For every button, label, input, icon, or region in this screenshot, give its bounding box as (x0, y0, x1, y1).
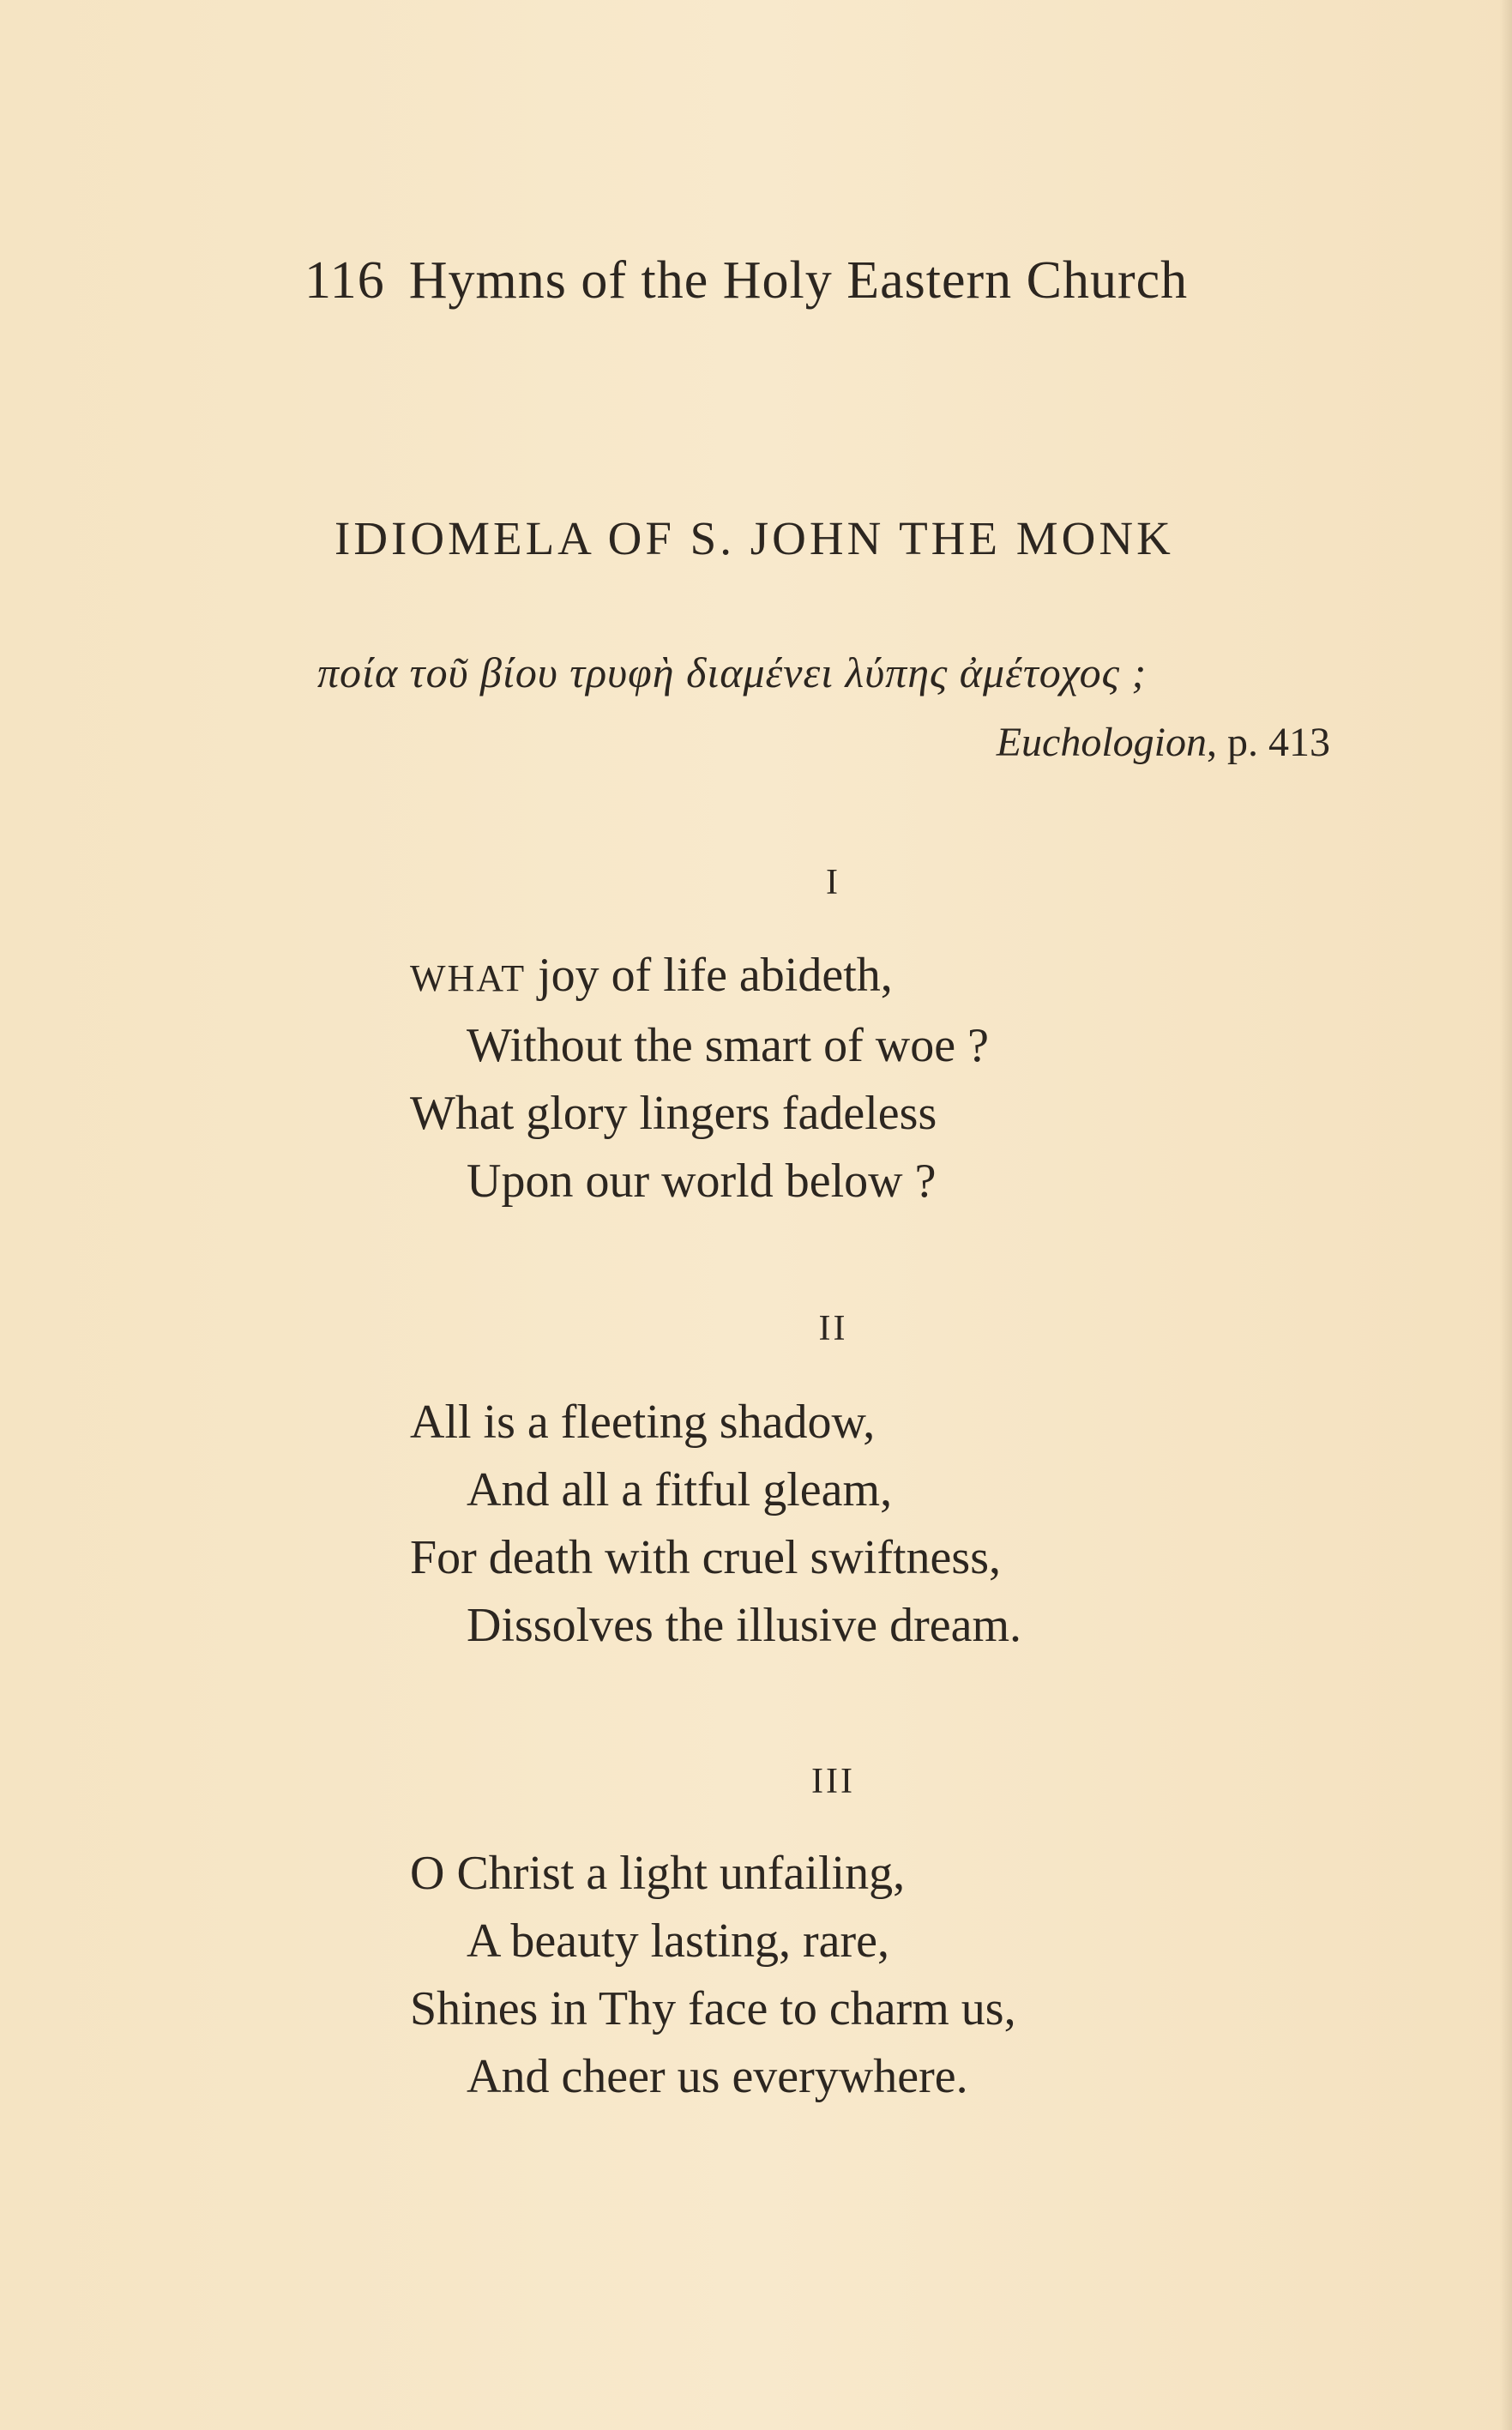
verse-line: And cheer us everywhere. (467, 2050, 968, 2103)
source-page: , p. 413 (1207, 720, 1330, 765)
stanza-2 (410, 1389, 1021, 1660)
source-work: Euchologion (996, 720, 1207, 765)
epigraph-source (997, 719, 1330, 766)
verse-line: Upon our world below ? (467, 1155, 937, 1208)
page-edge-shadow (1500, 0, 1512, 2430)
verse-line: Shines in Thy face to charm us, (410, 1982, 1016, 2035)
verse-line: For death with cruel swiftness, (410, 1531, 1001, 1584)
verse-line: Dissolves the illusive dream. (467, 1599, 1022, 1652)
verse-line: Without the smart of woe ? (467, 1019, 989, 1072)
verse-line: WHAT joy of life abideth, (410, 949, 893, 1002)
verse-line: O Christ a light unfailing, (410, 1847, 906, 1900)
small-caps-opening: WHAT (410, 957, 527, 999)
stanza-3 (410, 1840, 1016, 2111)
running-head (304, 250, 1334, 311)
verse-line: What glory lingers fadeless (410, 1087, 937, 1140)
verse-line: All is a fleeting shadow, (410, 1396, 876, 1449)
hymn-title: IDIOMELA OF S. JOHN THE MONK (334, 512, 1174, 564)
page-number: 116 (304, 251, 385, 310)
stanza-number-3: III (811, 1762, 855, 1801)
running-title: Hymns of the Holy Eastern Church (408, 251, 1189, 310)
verse-line: A beauty lasting, rare, (467, 1914, 889, 1968)
verse-line: And all a fitful gleam, (467, 1463, 893, 1516)
stanza-number-2: II (818, 1309, 848, 1348)
stanza-number-1: I (826, 863, 840, 902)
greek-epigraph: ποία τοῦ βίου τρυφὴ διαμένει λύπης ἀμέτοχος ; (317, 648, 1148, 696)
stanza-1 (410, 942, 989, 1215)
